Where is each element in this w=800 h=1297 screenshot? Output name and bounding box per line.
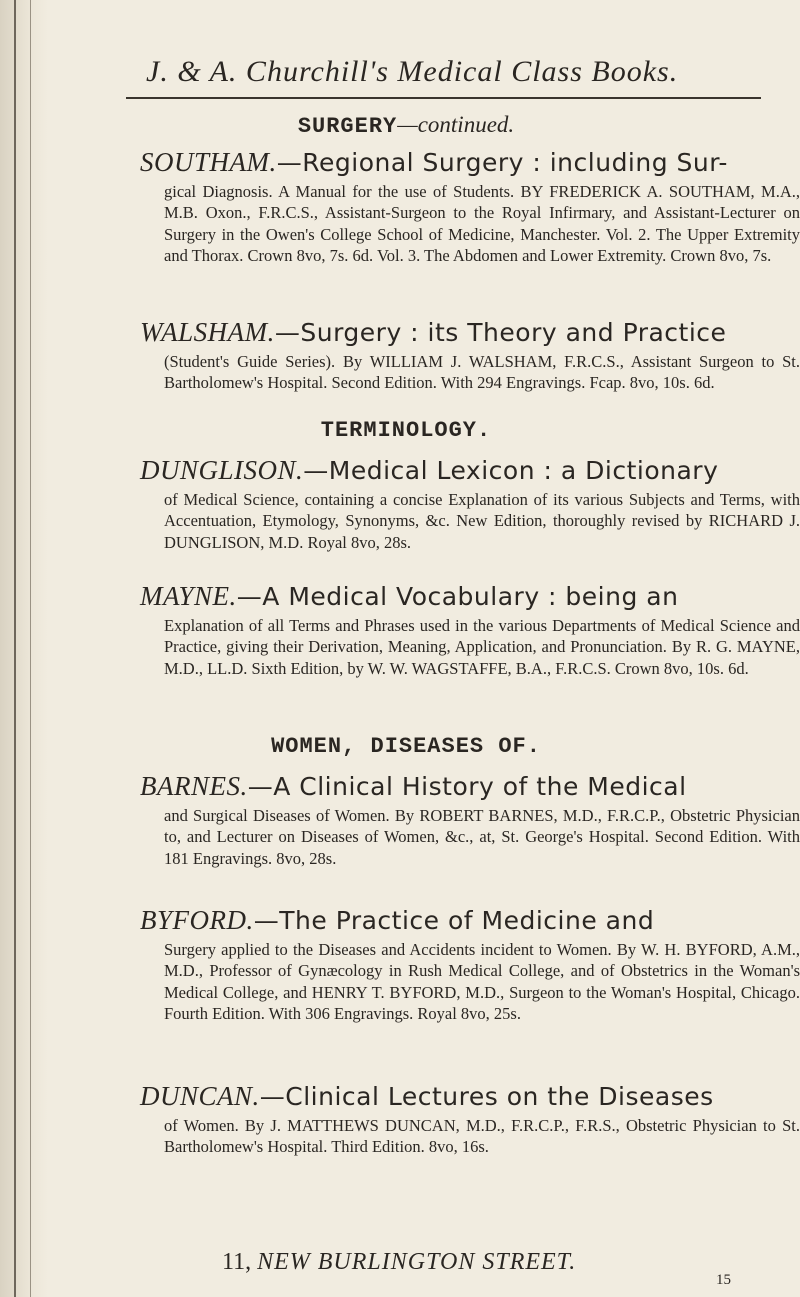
entry-byford-book-title: —The Practice of Medicine and bbox=[253, 906, 655, 935]
page-header: J. & A. Churchill's Medical Class Books. bbox=[146, 55, 679, 88]
entry-walsham-description: (Student's Guide Series). By WILLIAM J. WALSHAM, F.R.C.S., Assistant Surgeon to St. Bartholomew's Hospital. Second Edition. With 294 Engravings. Fcap. 8vo, 10s. 6d. bbox=[164, 352, 800, 393]
entry-dunglison-title bbox=[140, 454, 800, 487]
entry-walsham-title bbox=[140, 316, 800, 349]
entry-byford-description: Surgery applied to the Diseases and Accidents incident to Women. By W. H. BYFORD, A.M., M.D., Professor of Gynæcology in Rush Medical College, and of Obstetrics in the Woman's Medical College, and HENRY T. BYFORD, M.D., Surgeon to the Woman's Hospital, Chicago. Fourth Edition. With 306 Engravings. Royal 8vo, 25s. bbox=[164, 940, 800, 1024]
entry-barnes-title bbox=[140, 770, 800, 803]
book-binding-edge bbox=[0, 0, 48, 1297]
entry-barnes bbox=[140, 770, 800, 869]
entry-duncan-book-title: —Clinical Lectures on the Diseases bbox=[259, 1082, 714, 1111]
entry-duncan-description: of Women. By J. MATTHEWS DUNCAN, M.D., F.R.C.P., F.R.S., Obstetric Physician to St. Bartholomew's Hospital. Third Edition. 8vo, 16s. bbox=[164, 1116, 800, 1157]
entry-southam-title bbox=[140, 146, 800, 179]
entry-barnes-description: and Surgical Diseases of Women. By ROBERT BARNES, M.D., F.R.C.P., Obstetric Physician to, and Lecturer on Diseases of Women, &c., at, St. George's Hospital. Second Edition. With 181 Engravings. 8vo, 28s. bbox=[164, 806, 800, 868]
entry-duncan-title bbox=[140, 1080, 800, 1113]
section-heading-terminology: TERMINOLOGY. bbox=[320, 418, 492, 443]
entry-byford-author: BYFORD. bbox=[140, 905, 254, 935]
entry-dunglison bbox=[140, 454, 800, 553]
entry-walsham-book-title: —Surgery : its Theory and Practice bbox=[274, 318, 727, 347]
entry-mayne-book-title: —A Medical Vocabulary : being an bbox=[236, 582, 679, 611]
entry-southam bbox=[140, 146, 800, 267]
page-footer-address bbox=[222, 1249, 576, 1276]
entry-dunglison-book-title: —Medical Lexicon : a Dictionary bbox=[303, 456, 719, 485]
entry-walsham bbox=[140, 316, 800, 394]
entry-southam-description: gical Diagnosis. A Manual for the use of Students. BY FREDERICK A. SOUTHAM, M.A., M.B. Oxon., F.R.C.S., Assistant-Surgeon to the Royal Infirmary, and Assistant-Lecturer on Surgery in the Owen's College School of Medicine, Manchester. Vol. 2. The Upper Extremity and Thorax. Crown 8vo, 7s. 6d. Vol. 3. The Abdomen and Lower Extremity. Crown 8vo, 7s. bbox=[164, 182, 800, 266]
entry-southam-author: SOUTHAM. bbox=[140, 147, 277, 177]
entry-duncan bbox=[140, 1080, 800, 1158]
entry-dunglison-description: of Medical Science, containing a concise Explanation of its various Subjects and Terms, with Accentuation, Etymology, Synonyms, &c. New Edition, thoroughly revised by RICHARD J. DUNGLISON, M.D. Royal 8vo, 28s. bbox=[164, 490, 800, 552]
entry-mayne-author: MAYNE. bbox=[140, 581, 237, 611]
header-rule bbox=[126, 97, 761, 99]
entry-byford bbox=[140, 904, 800, 1025]
page-number: 15 bbox=[716, 1272, 731, 1288]
entry-southam-book-title: —Regional Surgery : including Sur- bbox=[276, 148, 728, 177]
entry-dunglison-author: DUNGLISON. bbox=[140, 455, 304, 485]
entry-duncan-author: DUNCAN. bbox=[140, 1081, 260, 1111]
entry-mayne-title bbox=[140, 580, 800, 613]
entry-walsham-author: WALSHAM. bbox=[140, 317, 275, 347]
entry-barnes-book-title: —A Clinical History of the Medical bbox=[247, 772, 687, 801]
section-heading-surgery-text: SURGERY bbox=[297, 114, 398, 139]
footer-street-name: NEW BURLINGTON STREET. bbox=[257, 1249, 577, 1275]
entry-byford-title bbox=[140, 904, 800, 937]
entry-mayne-description: Explanation of all Terms and Phrases used in the various Departments of Medical Science and Practice, giving their Derivation, Meaning, Application, and Pronunciation. By R. G. MAYNE, M.D., LL.D. Sixth Edition, by W. W. WAGSTAFFE, B.A., F.R.C.S. Crown 8vo, 10s. 6d. bbox=[164, 616, 800, 678]
entry-mayne bbox=[140, 580, 800, 679]
footer-street-number: 11, bbox=[222, 1249, 252, 1275]
section-heading-surgery bbox=[56, 112, 756, 139]
entry-barnes-author: BARNES. bbox=[140, 771, 248, 801]
section-heading-surgery-suffix: —continued. bbox=[397, 112, 515, 137]
section-heading-women: WOMEN, DISEASES OF. bbox=[271, 734, 541, 759]
catalogue-page bbox=[56, 0, 800, 1297]
